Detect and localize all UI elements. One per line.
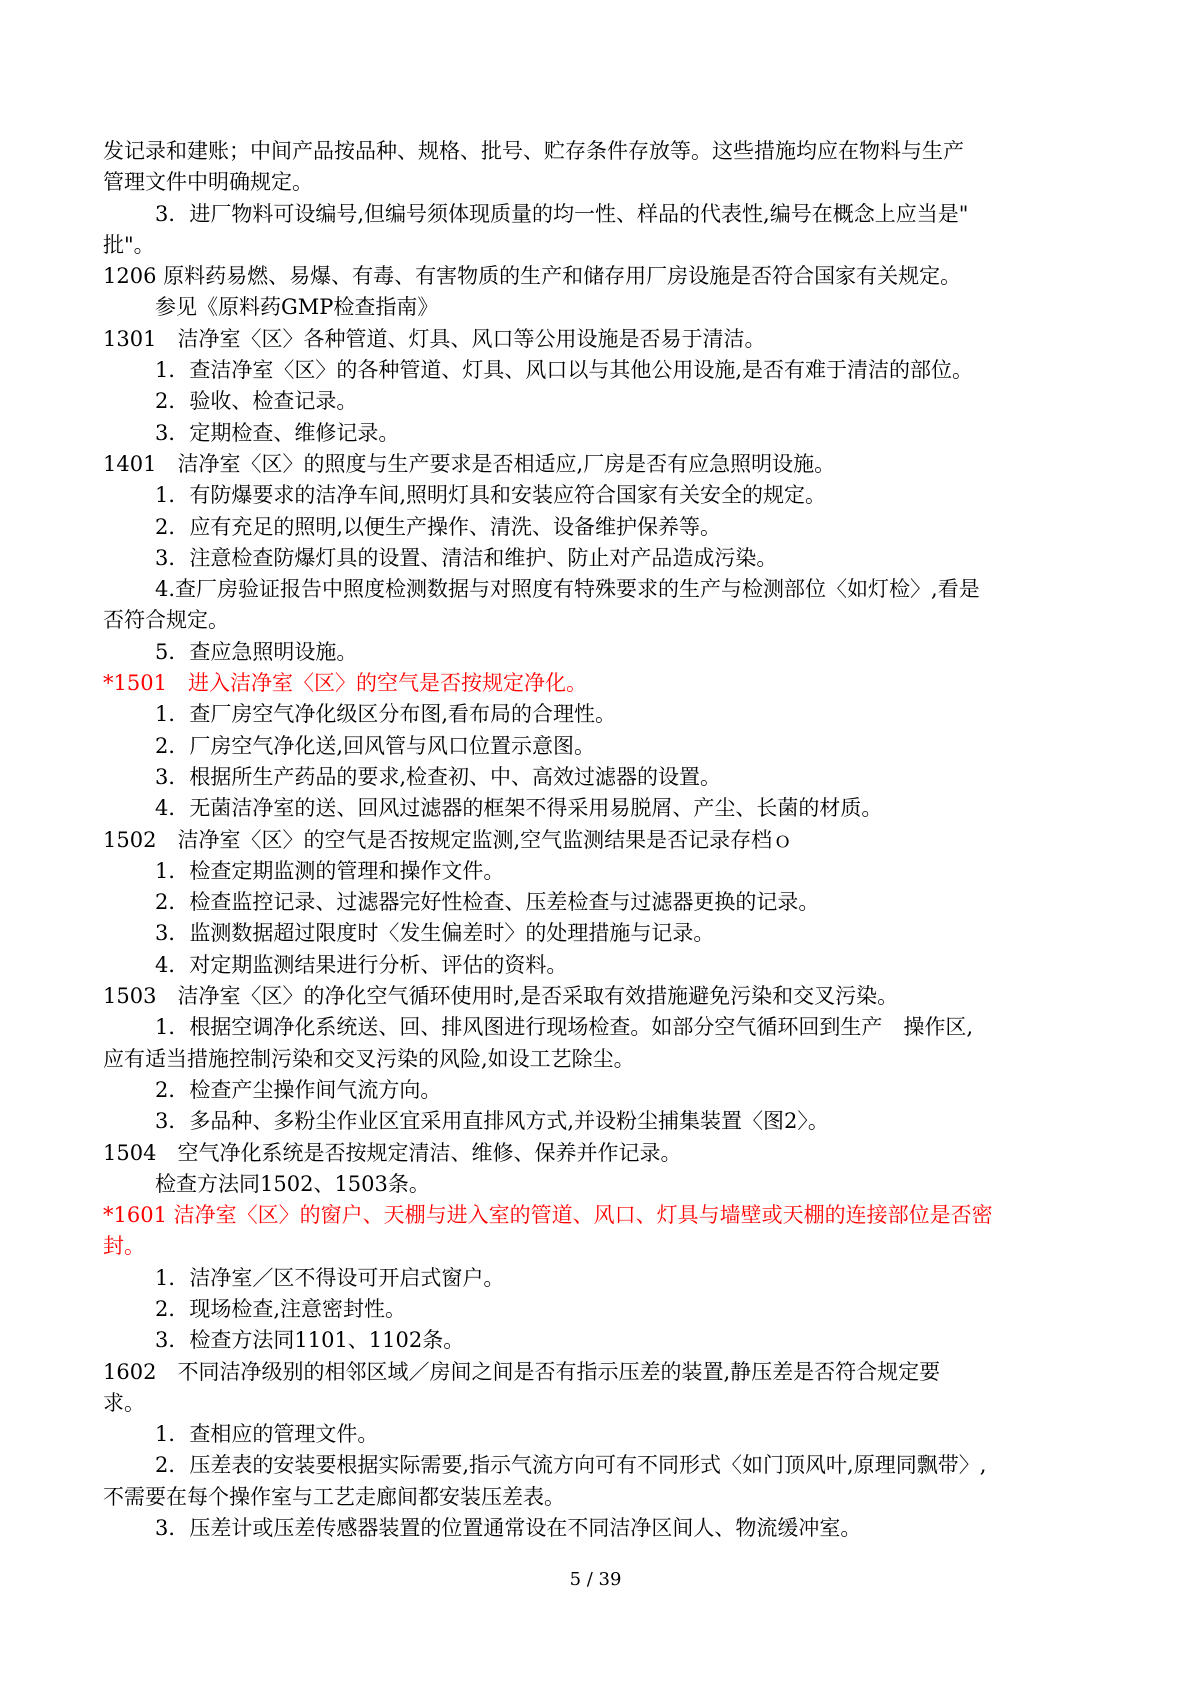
text-line: 1．查相应的管理文件。 [155, 1422, 379, 1447]
text-line: 1503 洁净室〈区〉的净化空气循环使用时,是否采取有效措施避免污染和交叉污染。 [103, 984, 899, 1009]
text-line: 2．检查监控记录、过滤器完好性检查、压差检查与过滤器更换的记录。 [155, 890, 820, 915]
text-line: 3．注意检查防爆灯具的设置、清洁和维护、防止对产品造成污染。 [155, 545, 778, 570]
text-line: 2．应有充足的照明,以便生产操作、清洗、设备维护保养等。 [155, 514, 722, 539]
text-line: 检查方法同1502、1503条。 [155, 1171, 430, 1196]
text-line: 1．查厂房空气净化级区分布图,看布局的合理性。 [155, 702, 617, 727]
text-line: 1401 洁净室〈区〉的照度与生产要求是否相适应,厂房是否有应急照明设施。 [103, 451, 836, 476]
text-line: 2．压差表的安装要根据实际需要,指示气流方向可有不同形式〈如门顶风叶,原理同飘带〉, [155, 1453, 987, 1478]
text-line: 3．进厂物料可设编号,但编号须体现质量的均一性、样品的代表性,编号在概念上应当是" [155, 201, 969, 226]
text-line: 4．无菌洁净室的送、回风过滤器的框架不得采用易脱屑、产尘、长菌的材质。 [155, 796, 883, 821]
text-line: 2．检查产尘操作间气流方向。 [155, 1077, 442, 1102]
text-line: 1．洁净室／区不得设可开启式窗户。 [155, 1265, 505, 1290]
highlighted-text-line: *1601 洁净室〈区〉的窗户、天棚与进入室的管道、风口、灯具与墙壁或天棚的连接部位是否密 [103, 1203, 993, 1228]
text-line: 发记录和建账；中间产品按品种、规格、批号、贮存条件存放等。这些措施均应在物料与生产 [103, 139, 964, 163]
text-line: 1．根据空调净化系统送、回、排风图进行现场检查。如部分空气循环回到生产 操作区, [155, 1015, 974, 1040]
text-line: 1502 洁净室〈区〉的空气是否按规定监测,空气监测结果是否记录存档ｏ [103, 827, 794, 852]
text-line: 1602 不同洁净级别的相邻区域／房间之间是否有指示压差的装置,静压差是否符合规定要 [103, 1359, 941, 1384]
page-number: 5 / 39 [569, 1569, 622, 1590]
text-line: 1504 空气净化系统是否按规定清洁、维修、保养并作记录。 [103, 1140, 682, 1165]
text-line: 3．定期检查、维修记录。 [155, 420, 400, 445]
highlighted-text-line: *1501 进入洁净室〈区〉的空气是否按规定净化。 [103, 671, 587, 696]
text-line: 否符合规定。 [103, 608, 229, 633]
text-line: 1．查洁净室〈区〉的各种管道、灯具、风口以与其他公用设施,是否有难于清洁的部位。 [155, 358, 974, 383]
text-line: 3．监测数据超过限度时〈发生偏差时〉的处理措施与记录。 [155, 921, 715, 946]
text-line: 3．多品种、多粉尘作业区宜采用直排风方式,并设粉尘捕集装置〈图2〉。 [155, 1109, 829, 1134]
text-line: 2．现场检查,注意密封性。 [155, 1296, 407, 1321]
text-line: 1．有防爆要求的洁净车间,照明灯具和安装应符合国家有关安全的规定。 [155, 483, 827, 508]
text-line: 3．压差计或压差传感器装置的位置通常设在不同洁净区间人、物流缓冲室。 [155, 1516, 862, 1541]
text-line: 1301 洁净室〈区〉各种管道、灯具、风口等公用设施是否易于清洁。 [103, 326, 766, 351]
text-line: 1206 原料药易燃、易爆、有毒、有害物质的生产和储存用厂房设施是否符合国家有关规定。 [103, 264, 962, 289]
text-line: 应有适当措施控制污染和交叉污染的风险,如设工艺除尘。 [103, 1046, 635, 1071]
text-line: 1．检查定期监测的管理和操作文件。 [155, 858, 505, 883]
text-line: 5．查应急照明设施。 [155, 639, 358, 664]
text-line: 3．根据所生产药品的要求,检查初、中、高效过滤器的设置。 [155, 764, 722, 789]
text-line: 不需要在每个操作室与工艺走廊间都安装压差表。 [103, 1484, 565, 1509]
text-line: 3．检查方法同1101、1102条。 [155, 1328, 465, 1353]
text-line: 管理文件中明确规定。 [103, 170, 313, 195]
text-line: 2．验收、检查记录。 [155, 389, 358, 414]
text-line: 求。 [103, 1390, 145, 1415]
text-line: 2．厂房空气净化送,回风管与风口位置示意图。 [155, 733, 596, 758]
text-line: 4．对定期监测结果进行分析、评估的资料。 [155, 952, 568, 977]
text-line: 4.查厂房验证报告中照度检测数据与对照度有特殊要求的生产与检测部位〈如灯检〉,看是 [155, 577, 980, 602]
highlighted-text-line: 封。 [103, 1234, 145, 1259]
document-body [103, 136, 1091, 1544]
text-line: 批"。 [103, 232, 155, 257]
text-line: 参见《原料药GMP检查指南》 [155, 295, 439, 320]
